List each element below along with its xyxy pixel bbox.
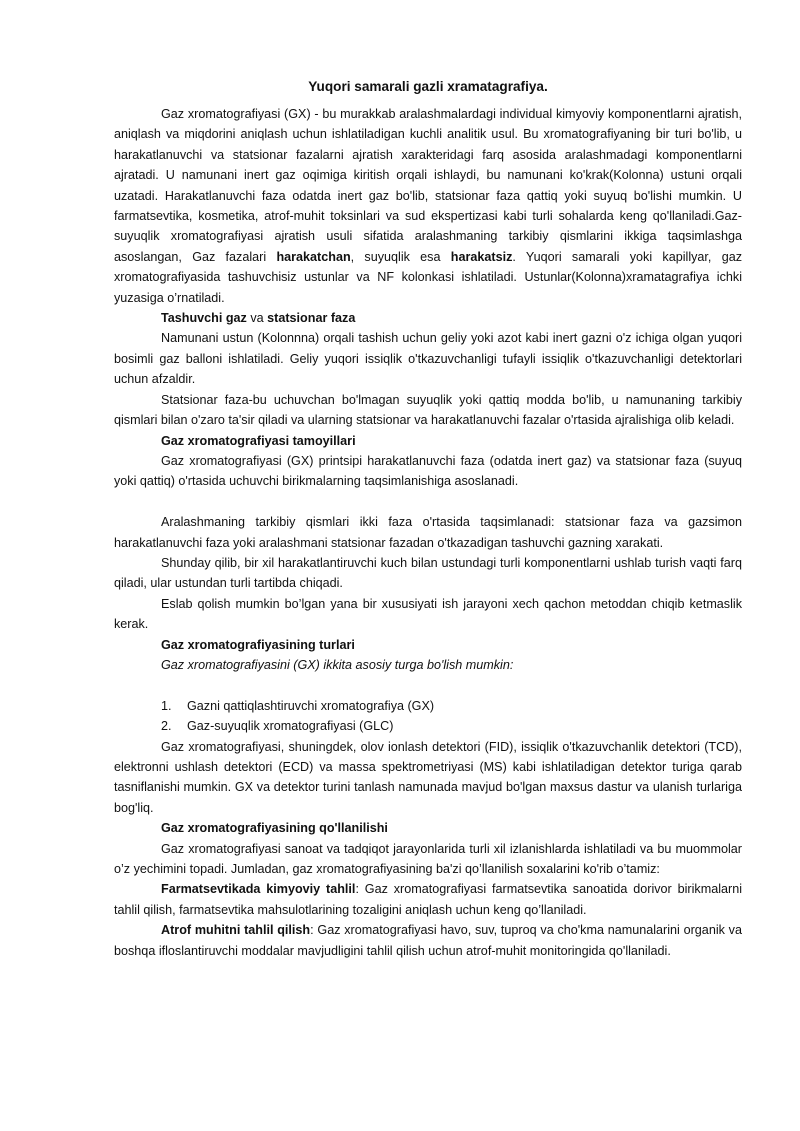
pharma-paragraph — [114, 879, 742, 920]
intro-text-1: Gaz xromatografiyasi (GX) - bu murakkab aralashmalardagi individual kimyoviy komponentlarni ajratish, aniqlash va miqdorini aniqlash uchun ishlatiladigan kuchli analitik usul. Bu xromatografiyaning bir turi bo'lib, u harakatlanuvchi va statsionar fazalarni ajratish xarakteridagi farq asosida aralashmadagi komponentlarni ajratadi. U namunani inert gaz oqimiga kiritish orqali ishlaydi, bu namunani ko'krak(Kolonna) ustuni orqali uzatadi. Harakatlanuvchi faza odatda inert gaz bo'lib, statsionar faza qattiq yoki suyuq bo'lishi mumkin. U farmatsevtika, kosmetika, atrof-muhit toksinlari va sud ekspertizasi kabi turli sohalarda keng qo'llaniladi.Gaz-suyuqlik xromatografiyasi ajratish usuli sifatida aralashmaning tarkibiy qismlarini ikkiga taqsimlashga asoslangan, Gaz fazalari — [114, 107, 742, 264]
carrier-heading — [114, 308, 742, 328]
document-page — [114, 76, 742, 961]
principles-paragraph-4: Eslab qolish mumkin bo’lgan yana bir xususiyati ish jarayoni xech qachon metoddan chiqib ketmaslik kerak. — [114, 596, 742, 632]
principles-paragraph-3: Shunday qilib, bir xil harakatlantiruvchi kuch bilan ustundagi turli komponentlarni ushlab turish vaqti farq qiladi, ular ustundan turli tartibda chiqadi. — [114, 555, 742, 591]
list-item — [161, 696, 742, 716]
principles-paragraph-1: Gaz xromatografiyasi (GX) printsipi harakatlanuvchi faza (odatda inert gaz) va statsionar faza (suyuq yoki qattiq) o'rtasida uchuvchi birikmalarning taqsimlanishiga asoslanadi. — [114, 453, 742, 489]
blank-line — [114, 492, 742, 512]
environment-label: Atrof muhitni tahlil qilish — [161, 923, 311, 938]
carrier-heading-bold-1: Tashuvchi gaz — [161, 311, 247, 326]
types-intro: Gaz xromatografiyasini (GX) ikkita asosiy turga bo'lish mumkin: — [161, 657, 514, 672]
carrier-paragraph-1: Namunani ustun (Kolonnna) orqali tashish uchun geliy yoki azot kabi inert gazni o'z ichiga olgan yuqori bosimli gaz balloni ishlatiladi. Geliy yuqori issiqlik o'tkazuvchanligi tufayli issiqlik o'tkazuvchanligi detektorlari uchun afzaldir. — [114, 331, 742, 387]
intro-paragraph — [114, 104, 742, 308]
principles-heading: Gaz xromatografiyasi tamoyillari — [161, 433, 356, 448]
carrier-paragraph-2: Statsionar faza-bu uchuvchan bo'lmagan suyuqlik yoki qattiq modda bo'lib, u namunaning tarkibiy qismlari bilan o'zaro ta'sir qiladi va ularning statsionar va harakatlanuvchi fazalar o'rtasida ajralishiga olib keladi. — [114, 392, 742, 428]
blank-line — [114, 675, 742, 695]
types-list — [114, 696, 742, 737]
uses-paragraph-1: Gaz xromatografiyasi sanoat va tadqiqot jarayonlarida turli xil izlanishlarda ishlatiladi va bu muommolar o’z yechimini topadi. Jumladan, gaz xromatografiyasining ba'zi qo’llanilish soxalarini ko'rib o’tamiz: — [114, 841, 742, 876]
list-item-number: 2. — [161, 719, 172, 734]
list-item-text: Gaz-suyuqlik xromatografiyasi (GLC) — [187, 719, 394, 734]
intro-bold-mobile-phase: harakatchan — [276, 249, 351, 264]
carrier-heading-bold-2: statsionar faza — [267, 311, 356, 326]
types-paragraph-1: Gaz xromatografiyasi, shuningdek, olov ionlash detektori (FID), issiqlik o'tkazuvchanlik detektori (TCD), elektronni ushlash detektori (ECD) va massa spektrometriyasi (MS) kabi ishlatiladigan detektor turiga qarab tasniflanishi mumkin. GX va detektor turini tanlash namunada mavjud bo'lgan maxsus dastur va ulanish turlariga bog'liq. — [114, 739, 742, 815]
uses-heading: Gaz xromatografiyasining qo'llanilishi — [161, 821, 388, 836]
principles-paragraph-2: Aralashmaning tarkibiy qismlari ikki faza o'rtasida taqsimlanadi: statsionar faza va gazsimon harakatlanuvchi faza yoki aralashmani statsionar fazadan o'tkazadigan tashuvchi gazning xarakati. — [114, 515, 742, 550]
types-heading: Gaz xromatografiyasining turlari — [161, 637, 355, 652]
intro-text-2: , suyuqlik esa — [350, 249, 451, 264]
pharma-label: Farmatsevtikada kimyoviy tahlil — [161, 882, 356, 897]
intro-bold-stationary: harakatsiz — [450, 249, 513, 264]
carrier-heading-mid: va — [246, 311, 268, 326]
pharma-text: : Gaz xromatografiyasi farmatsevtika sanoatida dorivor birikmalarni tahlil qilish, farmatsevtika mahsulotlarining tozaligini aniqlash uchun keng qo’llaniladi. — [114, 882, 742, 917]
environment-paragraph — [114, 920, 742, 961]
document-title: Yuqori samarali gazli xramatagrafiya. — [308, 79, 548, 94]
list-item-text: Gazni qattiqlashtiruvchi xromatografiya (GX) — [187, 698, 435, 713]
list-item — [161, 716, 742, 736]
environment-text: : Gaz xromatografiyasi havo, suv, tuproq va cho'kma namunalarini organik va boshqa ifloslantiruvchi moddalar mavjudligini tahlil qilish uchun atrof-muhit monitoringida qo'llaniladi. — [114, 923, 742, 958]
intro-text-3: . Yuqori samarali yoki kapillyar, gaz xromatografiyasida tashuvchisiz ustunlar va NF kolonkasi ishlatiladi. Ustunlar(Kolonna)xramatagrafiya ichki yuzasiga o’rnatiladi. — [114, 249, 742, 305]
list-item-number: 1. — [161, 698, 172, 713]
